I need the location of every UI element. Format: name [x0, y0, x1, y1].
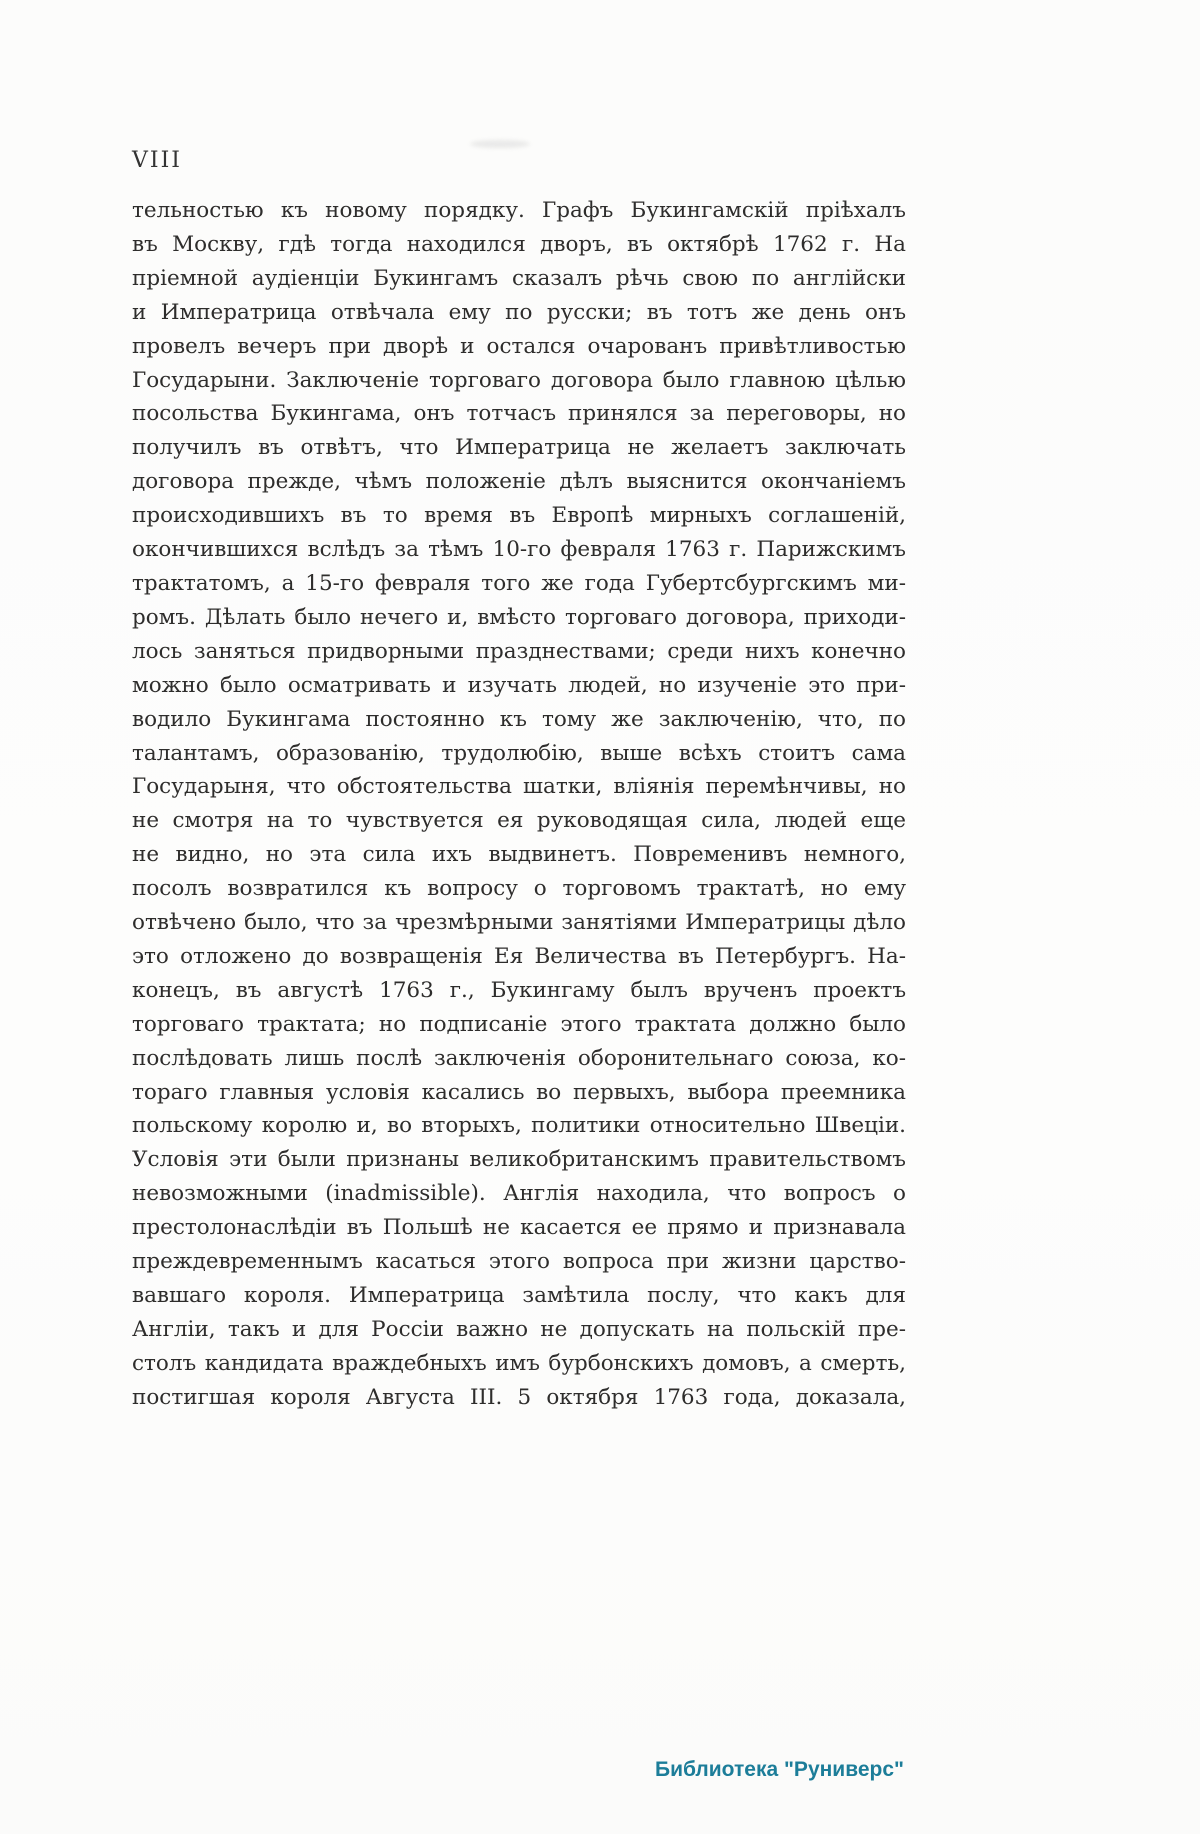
text-line: лось заняться придворными празднествами; среди нихъ конечно — [132, 638, 906, 664]
body-text — [132, 194, 906, 1415]
text-line: тораго главныя условія касались во первыхъ, выбора преемника — [132, 1079, 906, 1105]
scan-artifact — [470, 140, 530, 148]
text-line: можно было осматривать и изучать людей, но изученіе это при- — [132, 672, 906, 698]
text-line: престолонаслѣдіи въ Польшѣ не касается ее прямо и признавала — [132, 1215, 906, 1241]
text-line: это отложено до возвращенія Ея Величества въ Петербургъ. На- — [132, 943, 906, 969]
text-line: Англіи, такъ и для Россіи важно не допускать на польскій пре- — [132, 1316, 906, 1342]
text-line: отвѣчено было, что за чрезмѣрными занятіями Императрицы дѣло — [132, 910, 906, 936]
text-line: Государыни. Заключеніе торговаго договора было главною цѣлью — [132, 367, 906, 393]
text-line: конецъ, въ августѣ 1763 г., Букингаму былъ врученъ проектъ — [132, 977, 906, 1003]
text-line: пріемной аудіенціи Букингамъ сказалъ рѣчь свою по англійски — [132, 265, 906, 291]
text-line: столъ кандидата враждебныхъ имъ бурбонскихъ домовъ, а смерть, — [132, 1350, 906, 1376]
text-line: и Императрица отвѣчала ему по русски; въ тотъ же день онъ — [132, 299, 906, 325]
text-line: провелъ вечеръ при дворѣ и остался очарованъ привѣтливостью — [132, 333, 906, 359]
text-line: въ Москву, гдѣ тогда находился дворъ, въ октябрѣ 1762 г. На — [132, 231, 906, 257]
text-line: происходившихъ въ то время въ Европѣ мирныхъ соглашеній, — [132, 503, 906, 529]
text-line: не смотря на то чувствуется ея руководящая сила, людей еще — [132, 808, 906, 834]
text-line: постигшая короля Августа III. 5 октября 1763 года, доказала, — [132, 1384, 906, 1410]
library-watermark: Библиотека "Руниверс" — [654, 1758, 904, 1781]
text-line: посольства Букингама, онъ тотчасъ принялся за переговоры, но — [132, 401, 906, 427]
text-line: торговаго трактата; но подписаніе этого трактата должно было — [132, 1011, 906, 1037]
text-line: водило Букингама постоянно къ тому же заключенію, что, по — [132, 706, 906, 732]
text-line: не видно, но эта сила ихъ выдвинетъ. Повременивъ немного, — [132, 842, 906, 868]
text-line: преждевременнымъ касаться этого вопроса при жизни царство- — [132, 1249, 906, 1275]
text-line: польскому королю и, во вторыхъ, политики относительно Швеціи. — [132, 1113, 906, 1139]
text-line: трактатомъ, а 15-го февраля того же года Губертсбургскимъ ми- — [132, 570, 906, 596]
text-line: невозможными (inadmissible). Англія находила, что вопросъ о — [132, 1181, 906, 1207]
page-number: VIII — [132, 148, 182, 173]
text-line: тельностью къ новому порядку. Графъ Букингамскій пріѣхалъ — [132, 198, 906, 223]
text-line: талантамъ, образованію, трудолюбію, выше всѣхъ стоитъ сама — [132, 740, 906, 766]
text-line: договора прежде, чѣмъ положеніе дѣлъ выяснится окончаніемъ — [132, 469, 906, 495]
text-line: окончившихся вслѣдъ за тѣмъ 10-го февраля 1763 г. Парижскимъ — [132, 537, 906, 563]
text-line: посолъ возвратился къ вопросу о торговомъ трактатѣ, но ему — [132, 876, 906, 902]
text-line: ромъ. Дѣлать было нечего и, вмѣсто торговаго договора, приходи- — [132, 604, 906, 630]
text-line: Условія эти были признаны великобританскимъ правительствомъ — [132, 1147, 906, 1173]
text-line: вавшаго короля. Императрица замѣтила послу, что какъ для — [132, 1283, 906, 1308]
text-line: послѣдовать лишь послѣ заключенія оборонительнаго союза, ко- — [132, 1045, 906, 1071]
text-line: Государыня, что обстоятельства шатки, вліянія перемѣнчивы, но — [132, 774, 906, 800]
text-line: получилъ въ отвѣтъ, что Императрица не желаетъ заключать — [132, 435, 906, 461]
